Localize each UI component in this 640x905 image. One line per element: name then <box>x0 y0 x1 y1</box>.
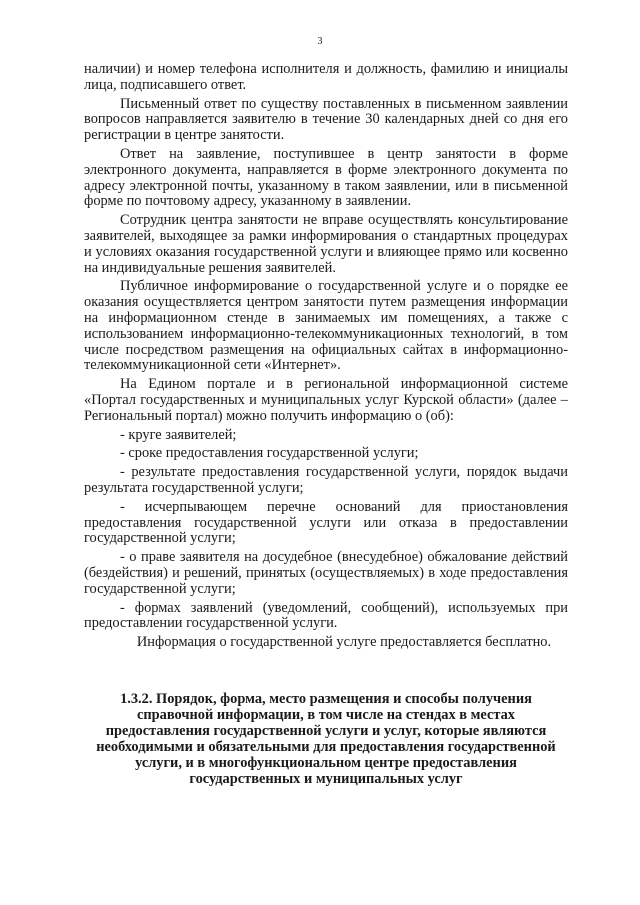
heading-line: государственных и муниципальных услуг <box>189 771 463 787</box>
heading-line: справочной информации, в том числе на стендах в местах <box>136 707 516 723</box>
list-item: - о праве заявителя на досудебное (внесудебное) обжалование действий (бездействия) и решений, принятых (осуществляемых) в ходе предоставления государственной услуги; <box>84 549 568 597</box>
heading-line: предоставления государственной услуги и услуг, которые являются <box>105 723 547 739</box>
paragraph: Ответ на заявление, поступившее в центр занятости в форме электронного документа, направляется в форме электронного документа по адресу электронной почты, указанному в таком заявлении, или в письменной форме по почтовому адресу, указанному в заявлении. <box>84 145 568 210</box>
paragraph: наличии) и номер телефона исполнителя и должность, фамилию и инициалы лица, подписавшего ответ. <box>84 61 568 93</box>
list-item: - формах заявлений (уведомлений, сообщений), используемых при предоставлении государственной услуги. <box>84 599 568 632</box>
body-text <box>84 62 568 654</box>
list-item: - результате предоставления государственной услуги, порядок выдачи результата государственной услуги; <box>84 464 568 496</box>
heading-line: услуги, и в многофункциональном центре предоставления <box>135 755 517 771</box>
paragraph: Письменный ответ по существу поставленных в письменном заявлении вопросов направляется заявителю в течение 30 календарных дней со дня его регистрации в центре занятости. <box>84 95 568 144</box>
paragraph: Публичное информирование о государственной услуге и о порядке ее оказания осуществляется центром занятости путем размещения информации на информационном стенде в занимаемых им помещениях, а также с использованием информационно-телекоммуникационных технологий, в том числе посредством размещения на официальных сайтах в информационно-телекоммуникационной сети «Интернет». <box>84 278 568 374</box>
paragraph: Сотрудник центра занятости не вправе осуществлять консультирование заявителей, выходящее за рамки информирования о стандартных процедурах и условиях оказания государственной услуги и влияющее прямо или косвенно на индивидуальные решения заявителей. <box>84 212 568 276</box>
paragraph: Информация о государственной услуге предоставляется бесплатно. <box>136 634 552 651</box>
section-heading <box>84 691 568 787</box>
heading-line: 1.3.2. Порядок, форма, место размещения и способы получения <box>120 691 532 707</box>
list-item: - исчерпывающем перечне оснований для приостановления предоставления государственной услуги или отказа в предоставлении государственной услуги; <box>84 498 568 547</box>
page-number: 3 <box>317 36 323 47</box>
list-item: - круге заявителей; <box>120 426 237 443</box>
paragraph: На Едином портале и в региональной информационной системе «Портал государственных и муниципальных услуг Курской области» (далее – Региональный портал) можно получить информацию о (об): <box>84 376 568 424</box>
heading-line: необходимыми и обязательными для предоставления государственной <box>96 739 556 755</box>
list-item: - сроке предоставления государственной услуги; <box>120 445 419 462</box>
